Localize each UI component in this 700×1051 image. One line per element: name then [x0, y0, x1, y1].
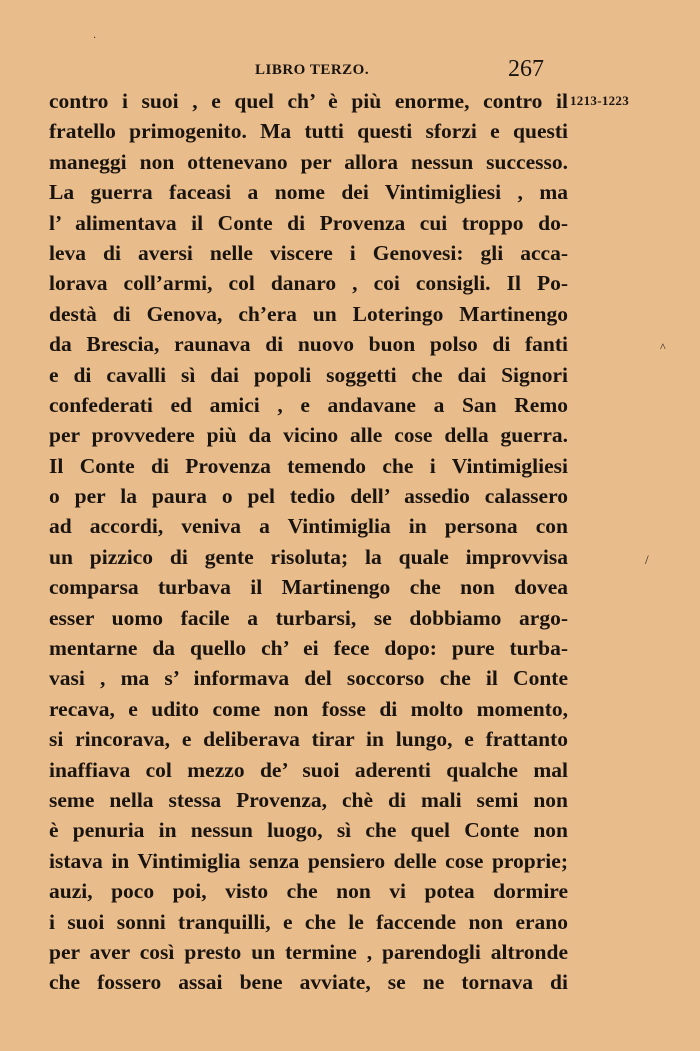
- text-line: esser uomo facile a turbarsi, se dobbiamo argo-: [49, 605, 568, 630]
- text-line: si rincorava, e deliberava tirar in lungo, e frattanto: [49, 727, 568, 752]
- text-line: per provvedere più da vicino alle cose della guerra.: [49, 423, 568, 448]
- text-line: mentarne da quello ch’ ei fece dopo: pure turba-: [49, 636, 568, 661]
- text-line: ad accordi, veniva a Vintimiglia in persona con: [49, 514, 568, 539]
- text-line: l’ alimentava il Conte di Provenza cui troppo do-: [49, 210, 568, 235]
- text-line: vasi , ma s’ informava del soccorso che il Conte: [49, 666, 568, 691]
- text-line: inaffiava col mezzo de’ suoi aderenti qualche mal: [49, 757, 568, 782]
- text-line: da Brescia, raunava di nuovo buon polso di fanti: [49, 332, 568, 357]
- text-line: Il Conte di Provenza temendo che i Vintimigliesi: [49, 453, 568, 478]
- stray-dot-mark: ·: [93, 33, 97, 44]
- text-line: è penuria in nessun luogo, sì che quel Conte non: [49, 818, 568, 843]
- text-line: maneggi non ottenevano per allora nessun successo.: [49, 149, 568, 174]
- text-line: che fossero assai bene avviate, se ne tornava di: [49, 970, 568, 995]
- page-number: 267: [508, 56, 544, 82]
- text-line: contro i suoi , e quel ch’ è più enorme, contro il: [49, 89, 568, 113]
- running-head: [0, 56, 700, 84]
- marginal-caret-mark: ^: [660, 340, 666, 354]
- marginal-slash-mark: /: [645, 552, 649, 567]
- text-line: recava, e udito come non fosse di molto momento,: [49, 696, 568, 721]
- text-line: leva di aversi nelle viscere i Genovesi: gli acca-: [49, 240, 568, 265]
- text-line: i suoi sonni tranquilli, e che le faccende non erano: [49, 909, 568, 934]
- text-line: comparsa turbava il Martinengo che non dovea: [49, 575, 568, 600]
- text-line: istava in Vintimiglia senza pensiero delle cose proprie;: [49, 848, 568, 873]
- text-line: un pizzico di gente risoluta; la quale improvvisa: [49, 544, 568, 569]
- margin-date-note: 1213-1223: [570, 93, 630, 108]
- text-line: fratello primogenito. Ma tutti questi sforzi e questi: [49, 119, 568, 144]
- body-text: [49, 86, 568, 998]
- text-line: auzi, poco poi, visto che non vi potea dormire: [49, 879, 568, 904]
- section-title: LIBRO TERZO.: [255, 62, 370, 78]
- text-line: o per la paura o pel tedio dell’ assedio calassero: [49, 484, 568, 509]
- text-line: La guerra faceasi a nome dei Vintimigliesi , ma: [49, 180, 568, 205]
- text-line: destà di Genova, ch’era un Loteringo Martinengo: [49, 301, 568, 326]
- text-line: per aver così presto un termine , parendogli altronde: [49, 939, 568, 964]
- text-line: seme nella stessa Provenza, chè di mali semi non: [49, 787, 568, 812]
- text-line: e di cavalli sì dai popoli soggetti che dai Signori: [49, 362, 568, 387]
- text-line: lorava coll’armi, col danaro , coi consigli. Il Po-: [49, 271, 568, 296]
- text-line: confederati ed amici , e andavane a San Remo: [49, 392, 568, 417]
